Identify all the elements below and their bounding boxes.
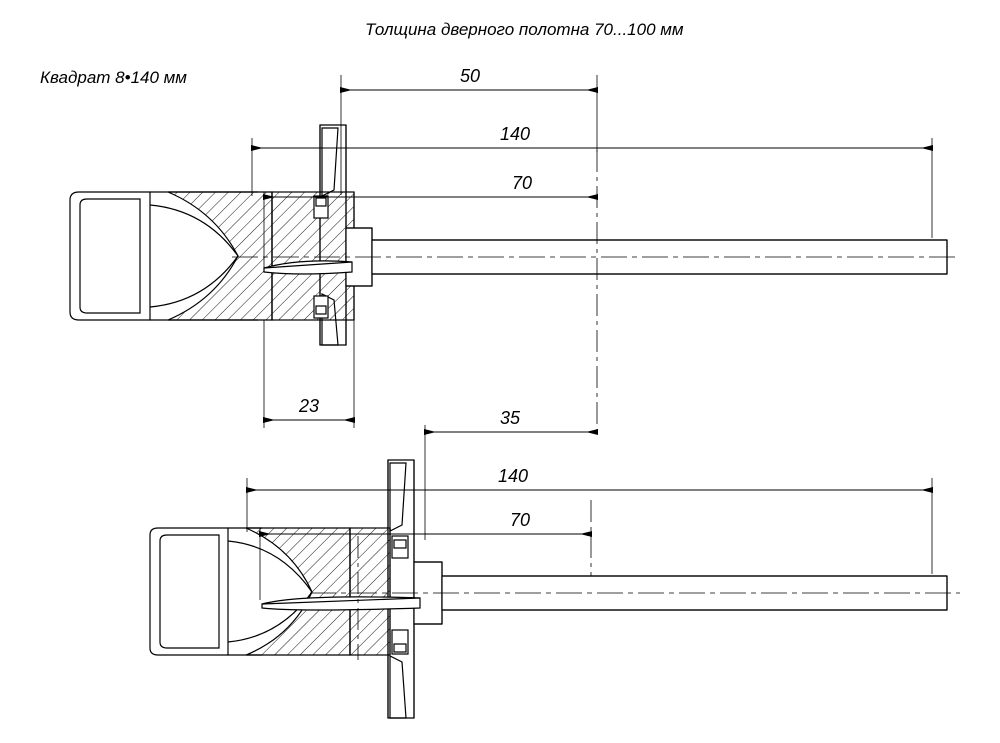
rosette-plate-upper-detail xyxy=(322,128,338,196)
top-assembly-view xyxy=(70,125,960,345)
hatched-section-bottom xyxy=(246,528,350,655)
door-leaf-top xyxy=(272,192,354,320)
rosette-lower-detail-bottom xyxy=(390,656,406,718)
screw-head-lower-bottom xyxy=(394,644,406,652)
bottom-assembly-view xyxy=(150,460,960,718)
screw-head-upper-bottom xyxy=(394,540,406,548)
note-square-spindle: Квадрат 8•140 мм xyxy=(40,68,187,87)
dimension-35: 35 xyxy=(500,408,521,428)
rosette-plate-bottom xyxy=(388,460,414,718)
rosette-upper-detail-bottom xyxy=(390,463,406,531)
handle-lever-inner xyxy=(80,199,140,313)
screw-head-lower xyxy=(316,306,326,314)
handle-lever-inner-bottom xyxy=(160,535,219,648)
dimension-23: 23 xyxy=(299,396,320,416)
dimension-70-bottom: 70 xyxy=(510,510,531,530)
handle-lever-outline-bottom xyxy=(150,528,228,655)
dimension-140-top: 140 xyxy=(500,124,531,144)
note-door-thickness: Толщина дверного полотна 70...100 мм xyxy=(365,20,684,39)
dimension-140-bottom: 140 xyxy=(498,466,529,486)
screw-head-upper xyxy=(316,198,326,206)
handle-lever-outline xyxy=(70,192,150,320)
hatched-section-top xyxy=(168,192,272,320)
door-leaf-bottom xyxy=(350,528,390,655)
dimension-70-top: 70 xyxy=(512,173,533,193)
dimension-50: 50 xyxy=(460,66,481,86)
